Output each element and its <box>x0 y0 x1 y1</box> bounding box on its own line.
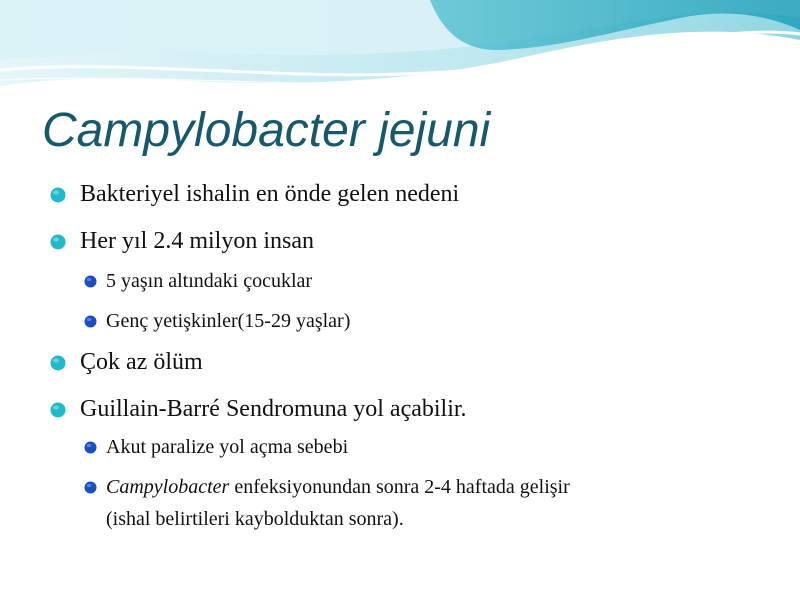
round-sub-bullet-icon <box>84 315 97 328</box>
sub-bullet-text: Akut paralize yol açma sebebi <box>106 436 349 458</box>
bullet-text: Her yıl 2.4 milyon insan <box>80 228 314 254</box>
bullet-text: Guillain-Barré Sendromuna yol açabilir. <box>80 396 467 422</box>
bullet-item <box>80 227 314 255</box>
sub-bullet-text: Genç yetişkinler(15-29 yaşlar) <box>106 310 351 332</box>
bullet-text: Çok az ölüm <box>80 349 203 375</box>
bullet-item <box>80 180 459 208</box>
sub-bullet-item <box>106 475 746 531</box>
round-sub-bullet-icon <box>84 275 97 288</box>
bullet-item <box>80 395 467 423</box>
sub-bullet-text-rest: enfeksiyonundan sonra 2-4 haftada gelişir <box>229 476 570 498</box>
round-sub-bullet-icon <box>84 441 97 454</box>
round-bullet-icon <box>50 355 66 371</box>
slide-title: Campylobacter jejuni <box>42 104 491 157</box>
bullet-text: Bakteriyel ishalin en önde gelen nedeni <box>80 181 460 207</box>
sub-bullet-text-line-2: (ishal belirtileri kaybolduktan sonra). <box>106 508 404 530</box>
round-bullet-icon <box>50 234 66 250</box>
sub-bullet-text-line-1 <box>106 475 746 499</box>
sub-bullet-item <box>106 435 348 459</box>
italic-organism-name: Campylobacter <box>106 476 230 498</box>
round-bullet-icon <box>50 187 66 203</box>
sub-bullet-item <box>106 269 312 293</box>
sub-bullet-item <box>106 309 350 333</box>
round-sub-bullet-icon <box>84 481 97 494</box>
round-bullet-icon <box>50 402 66 418</box>
bullet-item <box>80 348 203 376</box>
sub-bullet-text: 5 yaşın altındaki çocuklar <box>106 270 313 292</box>
